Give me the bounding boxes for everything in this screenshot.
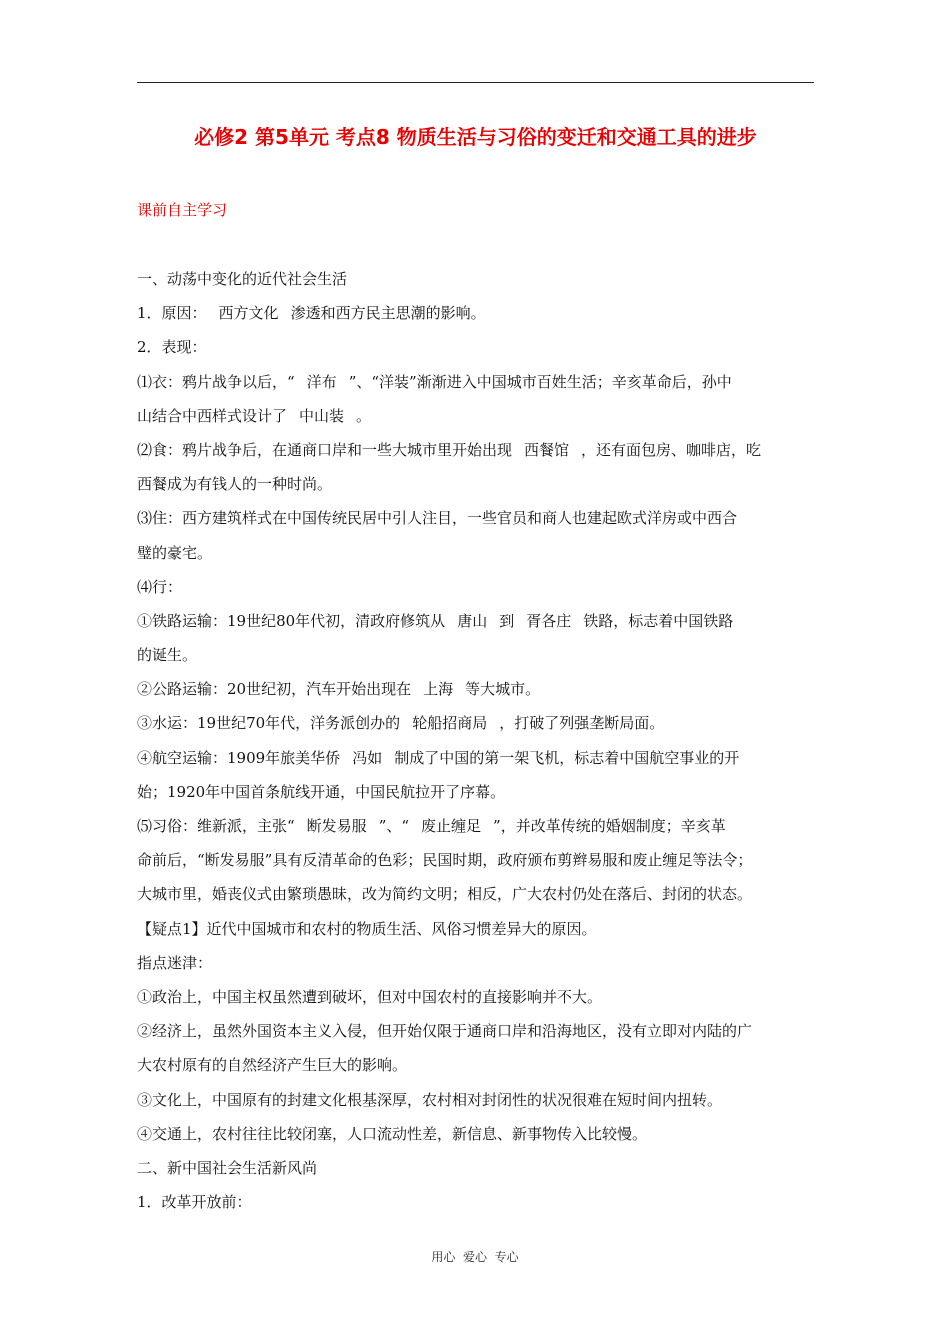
doubt-point	[137, 912, 814, 946]
paragraph-line	[137, 741, 814, 775]
text: 1．改革开放前：	[137, 1193, 252, 1212]
paragraph-line	[137, 672, 814, 706]
paragraph-line	[137, 1185, 814, 1219]
fill-answer: 中山装	[299, 406, 345, 425]
paragraph-line	[137, 570, 814, 604]
paragraph-line	[137, 433, 814, 467]
fill-answer: 唐山	[457, 611, 488, 630]
paragraph-line	[137, 1048, 814, 1082]
text: 。	[356, 406, 372, 425]
text: ⑸习俗：维新派，主张“	[137, 817, 295, 835]
fill-answer: 废止缠足	[421, 817, 482, 835]
text: ⑵食：鸦片战争后，在通商口岸和一些大城市里开始出现	[137, 440, 513, 459]
text: 到	[499, 611, 515, 630]
text: 大农村原有的自然经济产生巨大的影响。	[137, 1056, 408, 1075]
text: ”，并改革传统的婚姻制度；辛亥革	[493, 817, 726, 835]
paragraph-line	[137, 365, 814, 399]
heading-2	[137, 1151, 814, 1185]
document-body	[137, 262, 814, 1219]
section-label: 课前自主学习	[137, 201, 228, 219]
text: ④航空运输：1909年旅美华侨	[137, 748, 341, 767]
paragraph-line	[137, 399, 814, 433]
paragraph-line	[137, 638, 814, 672]
text: ①政治上，中国主权虽然遭到破坏，但对中国农村的直接影响并不大。	[137, 987, 603, 1006]
text: 一、动荡中变化的近代社会生活	[137, 270, 348, 288]
text: ②经济上，虽然外国资本主义入侵，但开始仅限于通商口岸和沿海地区，没有立即对内陆的广	[137, 1022, 753, 1041]
text: 命前后，“断发易服”具有反清革命的色彩；民国时期，政府颁布剪辫易服和废止缠足等法令；	[137, 851, 753, 870]
text: 制成了中国的第一架飞机，标志着中国航空事业的开	[394, 748, 740, 767]
text: 西餐成为有钱人的一种时尚。	[137, 475, 333, 494]
fill-answer: 胥各庄	[526, 611, 572, 630]
fill-answer: 轮船招商局	[412, 714, 488, 733]
text: 1．原因：	[137, 304, 207, 323]
text: 渗透和西方民主思潮的影响。	[290, 304, 486, 323]
paragraph-line	[137, 501, 814, 535]
paragraph-line	[137, 1014, 814, 1048]
fill-answer: 断发易服	[306, 817, 367, 835]
paragraph-line	[137, 536, 814, 570]
text: 等大城市。	[465, 680, 541, 699]
paragraph-line	[137, 980, 814, 1014]
text: ④交通上，农村往往比较闭塞，人口流动性差，新信息、新事物传入比较慢。	[137, 1124, 648, 1143]
document-title: 必修2 第5单元 考点8 物质生活与习俗的变迁和交通工具的进步	[194, 125, 757, 149]
paragraph-line	[137, 296, 814, 330]
text: ①铁路运输：19世纪80年代初，清政府修筑从	[137, 611, 446, 630]
text: ”、“	[378, 817, 410, 835]
paragraph-line	[137, 467, 814, 501]
text: ②公路运输：20世纪初，汽车开始出现在	[137, 680, 412, 699]
text: 【疑点1】近代中国城市和农村的物质生活、风俗习惯差异大的原因。	[137, 919, 597, 938]
text: 二、新中国社会生活新风尚	[137, 1158, 318, 1177]
fill-answer: 上海	[423, 680, 454, 699]
fill-answer: 西方文化	[218, 304, 279, 323]
fill-answer: 冯如	[352, 748, 383, 767]
paragraph-line	[137, 604, 814, 638]
header-rule	[137, 82, 814, 83]
text: 2．表现：	[137, 338, 207, 357]
paragraph-line	[137, 330, 814, 364]
fill-answer: 西餐馆	[524, 440, 570, 459]
text: ，打破了列强垄断局面。	[499, 714, 665, 733]
page-footer: 用心 爱心 专心	[431, 1250, 519, 1264]
paragraph-line	[137, 775, 814, 809]
heading-1	[137, 262, 814, 296]
paragraph-line	[137, 877, 814, 911]
text: ，还有面包房、咖啡店，吃	[581, 440, 762, 459]
paragraph-line	[137, 843, 814, 877]
paragraph-line	[137, 809, 814, 843]
paragraph-line	[137, 946, 814, 980]
text: 指点迷津：	[137, 953, 213, 972]
paragraph-line	[137, 1083, 814, 1117]
text: ③水运：19世纪70年代，洋务派创办的	[137, 714, 401, 733]
fill-answer: 洋布	[306, 372, 337, 391]
text: 始；1920年中国首条航线开通，中国民航拉开了序幕。	[137, 782, 506, 801]
paragraph-line	[137, 1117, 814, 1151]
text: 山结合中西样式设计了	[137, 406, 288, 425]
text: 铁路，标志着中国铁路	[583, 611, 734, 630]
text: ⑴衣：鸦片战争以后，“	[137, 372, 295, 391]
text: 大城市里，婚丧仪式由繁琐愚昧，改为简约文明；相反，广大农村仍处在落后、封闭的状态。	[137, 885, 753, 904]
text: ③文化上，中国原有的封建文化根基深厚，农村相对封闭性的状况很难在短时间内扭转。	[137, 1090, 723, 1109]
text: ⑷行：	[137, 577, 183, 596]
text: ⑶住：西方建筑样式在中国传统民居中引人注目，一些官员和商人也建起欧式洋房或中西合	[137, 509, 738, 528]
text: 璧的豪宅。	[137, 543, 213, 562]
text: ”、“洋装”渐渐进入中国城市百姓生活；辛亥革命后，孙中	[348, 372, 732, 391]
paragraph-line	[137, 706, 814, 740]
text: 的诞生。	[137, 646, 198, 665]
